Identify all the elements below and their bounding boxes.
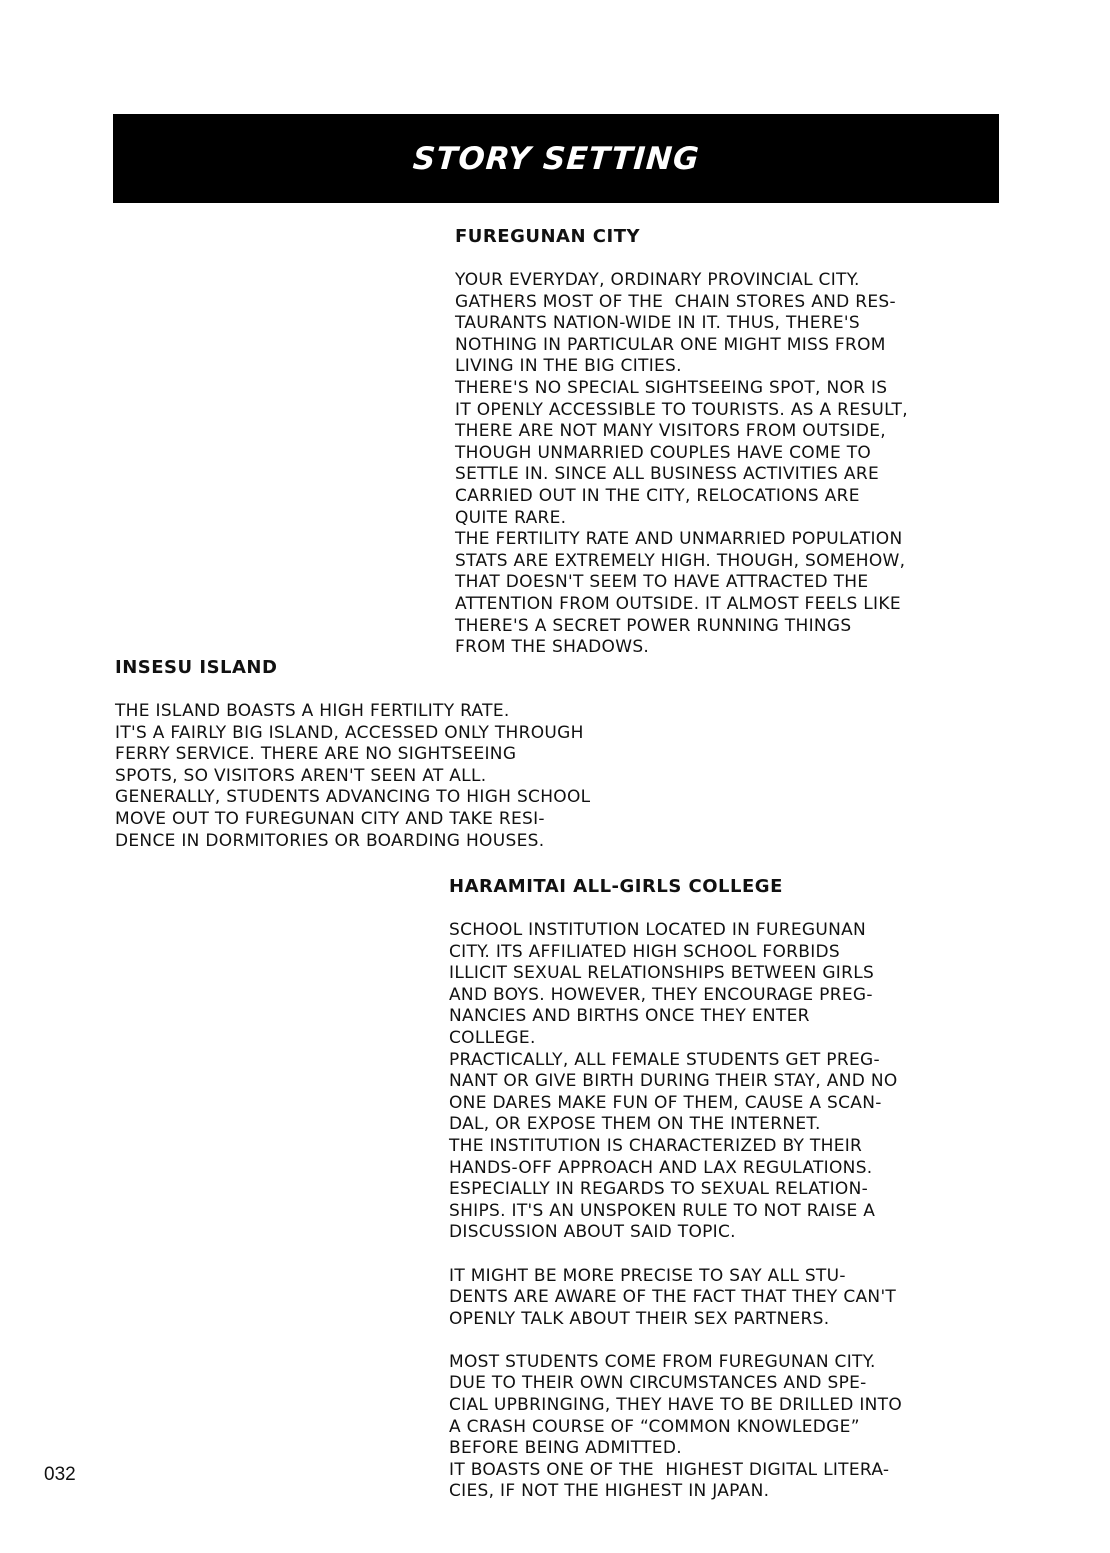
body-line: THAT DOESN'T SEEM TO HAVE ATTRACTED THE	[455, 572, 869, 593]
body-line: THE INSTITUTION IS CHARACTERIZED BY THEIR	[449, 1135, 863, 1156]
body-line: DENCE IN DORMITORIES OR BOARDING HOUSES.	[115, 830, 545, 851]
body-line: IT OPENLY ACCESSIBLE TO TOURISTS. AS A RESULT,	[455, 399, 908, 420]
section-furegunan-city	[455, 226, 908, 659]
body-line: CITY. ITS AFFILIATED HIGH SCHOOL FORBIDS	[449, 941, 840, 962]
body-line: NOTHING IN PARTICULAR ONE MIGHT MISS FROM	[455, 334, 886, 355]
body-line: CIES, IF NOT THE HIGHEST IN JAPAN.	[449, 1481, 770, 1502]
body-line: ATTENTION FROM OUTSIDE. IT ALMOST FEELS LIKE	[455, 593, 901, 614]
body-line: STATS ARE EXTREMELY HIGH. THOUGH, SOMEHOW,	[455, 550, 906, 571]
body-line: NANT OR GIVE BIRTH DURING THEIR STAY, AND NO	[449, 1071, 898, 1092]
body-line: SHIPS. IT'S AN UNSPOKEN RULE TO NOT RAISE A	[449, 1200, 876, 1221]
body-line: LIVING IN THE BIG CITIES.	[455, 356, 682, 377]
page-number: 032	[44, 1464, 76, 1485]
body-line: DAL, OR EXPOSE THEM ON THE INTERNET.	[449, 1114, 821, 1135]
section-heading: FUREGUNAN CITY	[455, 226, 641, 247]
section-insesu-island	[115, 657, 590, 852]
section-heading: HARAMITAI ALL-GIRLS COLLEGE	[449, 876, 783, 897]
body-line: FERRY SERVICE. THERE ARE NO SIGHTSEEING	[115, 744, 517, 765]
body-line: OPENLY TALK ABOUT THEIR SEX PARTNERS.	[449, 1308, 830, 1329]
body-line: THERE'S NO SPECIAL SIGHTSEEING SPOT, NOR IS	[455, 377, 888, 398]
body-line: ONE DARES MAKE FUN OF THEM, CAUSE A SCAN-	[449, 1092, 882, 1113]
body-line: BEFORE BEING ADMITTED.	[449, 1438, 682, 1459]
body-line: CIAL UPBRINGING, THEY HAVE TO BE DRILLED INTO	[449, 1395, 903, 1416]
body-line: THERE'S A SECRET POWER RUNNING THINGS	[455, 615, 852, 636]
body-line: PRACTICALLY, ALL FEMALE STUDENTS GET PREG-	[449, 1049, 880, 1070]
body-line: THOUGH UNMARRIED COUPLES HAVE COME TO	[455, 442, 872, 463]
body-line: CARRIED OUT IN THE CITY, RELOCATIONS ARE	[455, 485, 860, 506]
body-line: DUE TO THEIR OWN CIRCUMSTANCES AND SPE-	[449, 1373, 867, 1394]
header-bar	[113, 114, 999, 203]
body-line: IT'S A FAIRLY BIG ISLAND, ACCESSED ONLY THROUGH	[115, 722, 584, 743]
section-body	[449, 920, 902, 1503]
body-line: DISCUSSION ABOUT SAID TOPIC.	[449, 1222, 736, 1243]
body-line: SCHOOL INSTITUTION LOCATED IN FUREGUNAN	[449, 920, 867, 940]
paragraph-gap	[449, 1330, 902, 1352]
section-heading: INSESU ISLAND	[115, 657, 278, 678]
body-line: DENTS ARE AWARE OF THE FACT THAT THEY CAN'T	[449, 1287, 897, 1308]
section-haramitai-college	[449, 876, 902, 1503]
section-body	[455, 270, 908, 659]
body-line: GATHERS MOST OF THE CHAIN STORES AND RES-	[455, 291, 896, 312]
section-body	[115, 701, 590, 852]
body-line: AND BOYS. HOWEVER, THEY ENCOURAGE PREG-	[449, 984, 873, 1005]
body-line: SPOTS, SO VISITORS AREN'T SEEN AT ALL.	[115, 765, 487, 786]
body-line: TAURANTS NATION-WIDE IN IT. THUS, THERE'S	[455, 313, 860, 334]
body-line: GENERALLY, STUDENTS ADVANCING TO HIGH SCHOOL	[115, 787, 591, 808]
body-line: THERE ARE NOT MANY VISITORS FROM OUTSIDE,	[455, 421, 886, 442]
body-line: MOVE OUT TO FUREGUNAN CITY AND TAKE RESI-	[115, 808, 545, 829]
body-line: IT MIGHT BE MORE PRECISE TO SAY ALL STU-	[449, 1265, 846, 1286]
page-title: STORY SETTING	[411, 140, 701, 177]
body-line: THE FERTILITY RATE AND UNMARRIED POPULATION	[455, 529, 903, 550]
body-line: MOST STUDENTS COME FROM FUREGUNAN CITY.	[449, 1351, 876, 1372]
paragraph-gap	[449, 1244, 902, 1266]
body-line: ILLICIT SEXUAL RELATIONSHIPS BETWEEN GIRLS	[449, 963, 875, 984]
body-line: FROM THE SHADOWS.	[455, 637, 650, 658]
body-line: IT BOASTS ONE OF THE HIGHEST DIGITAL LITERA-	[449, 1459, 890, 1480]
body-line: A CRASH COURSE OF “COMMON KNOWLEDGE”	[449, 1416, 860, 1437]
body-line: YOUR EVERYDAY, ORDINARY PROVINCIAL CITY.	[455, 270, 860, 290]
body-line: ESPECIALLY IN REGARDS TO SEXUAL RELATION-	[449, 1179, 869, 1200]
body-line: QUITE RARE.	[455, 507, 567, 528]
body-line: THE ISLAND BOASTS A HIGH FERTILITY RATE.	[115, 701, 510, 721]
body-line: HANDS-OFF APPROACH AND LAX REGULATIONS.	[449, 1157, 873, 1178]
body-line: SETTLE IN. SINCE ALL BUSINESS ACTIVITIES ARE	[455, 464, 879, 485]
body-line: NANCIES AND BIRTHS ONCE THEY ENTER	[449, 1006, 810, 1027]
body-line: COLLEGE.	[449, 1027, 536, 1048]
